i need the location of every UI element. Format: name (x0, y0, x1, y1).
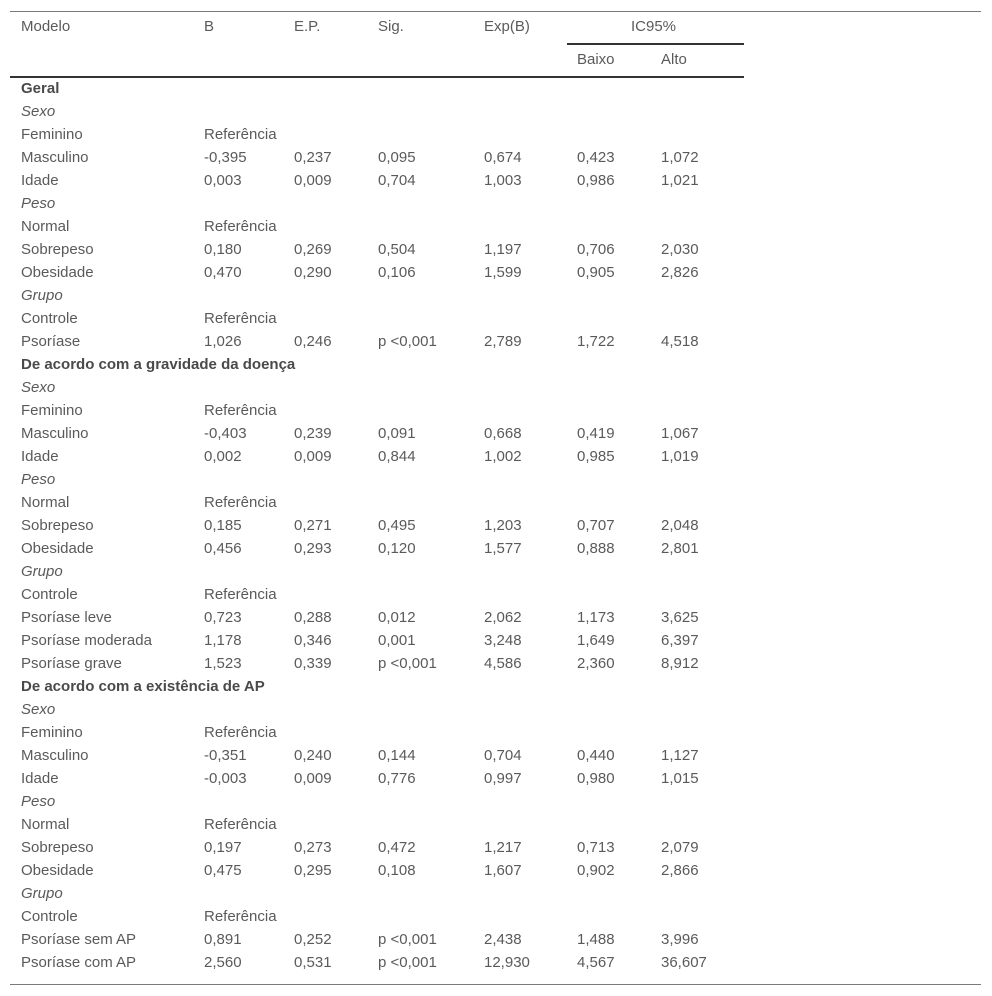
header-ic95: IC95% (631, 18, 677, 35)
group-label: Peso (21, 195, 56, 212)
cell-ep: 0,293 (294, 540, 332, 557)
cell-alto: 2,079 (661, 839, 699, 856)
row-label: Masculino (21, 747, 89, 764)
cell-baixo: 1,649 (577, 632, 615, 649)
cell-alto: 1,072 (661, 149, 699, 166)
cell-sig: 0,001 (378, 632, 416, 649)
cell-b: 1,523 (204, 655, 242, 672)
group-label: Peso (21, 793, 56, 810)
row-label: Obesidade (21, 264, 94, 281)
cell-baixo: 1,173 (577, 609, 615, 626)
row-label: Obesidade (21, 862, 94, 879)
section-heading: De acordo com a gravidade da doença (21, 356, 296, 373)
cell-b: 0,185 (204, 517, 242, 534)
cell-sig: 0,012 (378, 609, 416, 626)
cell-b: 0,002 (204, 448, 242, 465)
cell-b: 0,891 (204, 931, 242, 948)
header-expb: Exp(B) (484, 18, 530, 35)
row-label: Idade (21, 172, 59, 189)
cell-alto: 4,518 (661, 333, 699, 350)
cell-sig: 0,844 (378, 448, 416, 465)
row-label: Controle (21, 310, 78, 327)
cell-ep: 0,246 (294, 333, 332, 350)
cell-sig: p <0,001 (378, 333, 437, 350)
cell-ep: 0,271 (294, 517, 332, 534)
cell-expb: 1,003 (484, 172, 522, 189)
row-label: Masculino (21, 149, 89, 166)
cell-ep: 0,290 (294, 264, 332, 281)
cell-b: 1,026 (204, 333, 242, 350)
cell-b: -0,395 (204, 149, 247, 166)
cell-sig: 0,106 (378, 264, 416, 281)
cell-ep: 0,009 (294, 448, 332, 465)
cell-alto: 3,996 (661, 931, 699, 948)
cell-alto: 6,397 (661, 632, 699, 649)
row-label: Sobrepeso (21, 241, 94, 258)
cell-expb: 2,438 (484, 931, 522, 948)
cell-sig: p <0,001 (378, 931, 437, 948)
header-bottom-rule (10, 76, 744, 78)
cell-sig: 0,091 (378, 425, 416, 442)
section-heading: Geral (21, 80, 60, 97)
group-label: Sexo (21, 103, 56, 120)
row-label: Masculino (21, 425, 89, 442)
cell-sig: 0,495 (378, 517, 416, 534)
cell-alto: 2,826 (661, 264, 699, 281)
row-label: Feminino (21, 402, 83, 419)
cell-baixo: 1,488 (577, 931, 615, 948)
cell-alto: 2,048 (661, 517, 699, 534)
cell-baixo: 0,888 (577, 540, 615, 557)
cell-b: -0,351 (204, 747, 247, 764)
cell-b: 0,475 (204, 862, 242, 879)
cell-ep: 0,009 (294, 172, 332, 189)
cell-alto: 1,127 (661, 747, 699, 764)
cell-sig: 0,120 (378, 540, 416, 557)
cell-expb: 1,577 (484, 540, 522, 557)
cell-sig: 0,472 (378, 839, 416, 856)
cell-baixo: 0,440 (577, 747, 615, 764)
cell-baixo: 0,707 (577, 517, 615, 534)
cell-expb: 3,248 (484, 632, 522, 649)
cell-alto: 1,021 (661, 172, 699, 189)
cell-baixo: 2,360 (577, 655, 615, 672)
cell-baixo: 1,722 (577, 333, 615, 350)
row-label: Psoríase sem AP (21, 931, 137, 948)
cell-sig: 0,095 (378, 149, 416, 166)
cell-expb: 1,217 (484, 839, 522, 856)
header-baixo: Baixo (577, 51, 615, 68)
cell-baixo: 0,980 (577, 770, 615, 787)
cell-alto: 36,607 (661, 954, 707, 971)
cell-baixo: 0,713 (577, 839, 615, 856)
row-label: Sobrepeso (21, 839, 94, 856)
cell-expb: 12,930 (484, 954, 530, 971)
cell-ep: 0,531 (294, 954, 332, 971)
cell-b: Referência (204, 402, 277, 419)
cell-b: 0,180 (204, 241, 242, 258)
header-b: B (204, 18, 215, 35)
group-label: Sexo (21, 379, 56, 396)
row-label: Psoríase grave (21, 655, 122, 672)
cell-b: Referência (204, 494, 277, 511)
cell-b: 0,456 (204, 540, 242, 557)
cell-b: -0,003 (204, 770, 247, 787)
cell-baixo: 0,905 (577, 264, 615, 281)
section-heading: De acordo com a existência de AP (21, 678, 265, 695)
row-label: Psoríase com AP (21, 954, 137, 971)
cell-b: 0,723 (204, 609, 242, 626)
cell-alto: 1,015 (661, 770, 699, 787)
cell-ep: 0,295 (294, 862, 332, 879)
cell-expb: 4,586 (484, 655, 522, 672)
cell-baixo: 0,986 (577, 172, 615, 189)
cell-b: -0,403 (204, 425, 247, 442)
cell-ep: 0,237 (294, 149, 332, 166)
group-label: Sexo (21, 701, 56, 718)
row-label: Feminino (21, 724, 83, 741)
cell-expb: 1,607 (484, 862, 522, 879)
row-label: Normal (21, 494, 70, 511)
cell-baixo: 0,902 (577, 862, 615, 879)
header-alto: Alto (661, 51, 687, 68)
cell-alto: 2,030 (661, 241, 699, 258)
row-label: Psoríase leve (21, 609, 112, 626)
cell-sig: 0,108 (378, 862, 416, 879)
cell-b: Referência (204, 218, 277, 235)
cell-alto: 2,866 (661, 862, 699, 879)
cell-expb: 1,203 (484, 517, 522, 534)
cell-baixo: 0,985 (577, 448, 615, 465)
row-label: Feminino (21, 126, 83, 143)
cell-expb: 1,599 (484, 264, 522, 281)
cell-alto: 1,019 (661, 448, 699, 465)
cell-ep: 0,288 (294, 609, 332, 626)
group-label: Grupo (21, 563, 63, 580)
row-label: Idade (21, 770, 59, 787)
row-label: Idade (21, 448, 59, 465)
header-modelo: Modelo (21, 18, 71, 35)
cell-b: 2,560 (204, 954, 242, 971)
group-label: Grupo (21, 287, 63, 304)
cell-sig: p <0,001 (378, 954, 437, 971)
row-label: Sobrepeso (21, 517, 94, 534)
row-label: Psoríase moderada (21, 632, 152, 649)
table-bottom-border (10, 984, 981, 985)
cell-expb: 1,002 (484, 448, 522, 465)
cell-expb: 2,789 (484, 333, 522, 350)
group-label: Peso (21, 471, 56, 488)
cell-baixo: 4,567 (577, 954, 615, 971)
cell-b: Referência (204, 586, 277, 603)
cell-baixo: 0,706 (577, 241, 615, 258)
row-label: Psoríase (21, 333, 81, 350)
cell-expb: 2,062 (484, 609, 522, 626)
cell-ep: 0,239 (294, 425, 332, 442)
header-ep: E.P. (294, 18, 321, 35)
cell-ep: 0,240 (294, 747, 332, 764)
cell-baixo: 0,419 (577, 425, 615, 442)
cell-ep: 0,009 (294, 770, 332, 787)
cell-b: Referência (204, 816, 277, 833)
row-label: Obesidade (21, 540, 94, 557)
cell-sig: 0,144 (378, 747, 416, 764)
cell-baixo: 0,423 (577, 149, 615, 166)
row-label: Normal (21, 816, 70, 833)
cell-expb: 0,997 (484, 770, 522, 787)
ic95-rule (567, 43, 744, 45)
cell-ep: 0,273 (294, 839, 332, 856)
header-sig: Sig. (378, 18, 404, 35)
cell-b: Referência (204, 310, 277, 327)
cell-sig: p <0,001 (378, 655, 437, 672)
cell-ep: 0,269 (294, 241, 332, 258)
cell-b: 0,470 (204, 264, 242, 281)
group-label: Grupo (21, 885, 63, 902)
cell-sig: 0,776 (378, 770, 416, 787)
cell-sig: 0,504 (378, 241, 416, 258)
cell-alto: 3,625 (661, 609, 699, 626)
cell-expb: 0,674 (484, 149, 522, 166)
cell-b: Referência (204, 908, 277, 925)
cell-b: 1,178 (204, 632, 242, 649)
row-label: Controle (21, 586, 78, 603)
cell-sig: 0,704 (378, 172, 416, 189)
cell-ep: 0,346 (294, 632, 332, 649)
cell-b: 0,003 (204, 172, 242, 189)
cell-alto: 2,801 (661, 540, 699, 557)
cell-b: Referência (204, 126, 277, 143)
cell-expb: 0,668 (484, 425, 522, 442)
row-label: Normal (21, 218, 70, 235)
cell-ep: 0,339 (294, 655, 332, 672)
cell-b: 0,197 (204, 839, 242, 856)
cell-alto: 1,067 (661, 425, 699, 442)
cell-expb: 0,704 (484, 747, 522, 764)
table-top-border (10, 11, 981, 12)
cell-b: Referência (204, 724, 277, 741)
cell-alto: 8,912 (661, 655, 699, 672)
row-label: Controle (21, 908, 78, 925)
cell-ep: 0,252 (294, 931, 332, 948)
cell-expb: 1,197 (484, 241, 522, 258)
